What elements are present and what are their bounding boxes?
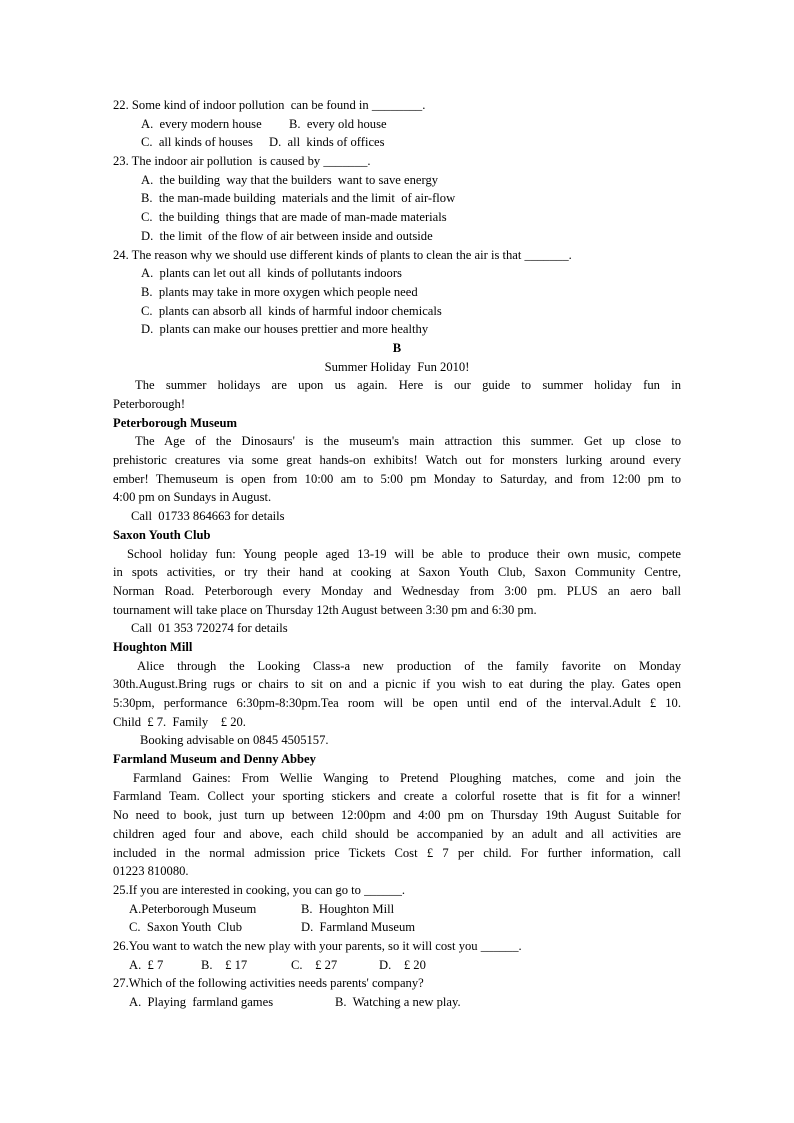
q25-option-d: D. Farmland Museum xyxy=(301,920,416,935)
q23-stem: 23. The indoor air pollution is caused by _______. xyxy=(113,154,371,169)
q22-option-a: A. every modern house xyxy=(141,116,262,131)
farmland-heading: Farmland Museum and Denny Abbey xyxy=(113,752,316,767)
q25-stem: 25.If you are interested in cooking, you can go to ______. xyxy=(113,882,406,897)
q27-option-b: B. Watching a new play. xyxy=(335,995,461,1009)
farmland-line-6: 01223 810080. xyxy=(113,864,189,879)
q27-options-row xyxy=(113,993,681,1012)
farmland-line-4: children aged four and above, each child should be accompanied by an adult and all activities are xyxy=(113,826,681,841)
peterborough-call: Call 01733 864663 for details xyxy=(131,509,285,524)
q22-options-row1 xyxy=(113,115,681,134)
saxon-line-2: in spots activities, or try their hand at cooking at Saxon Youth Club, Saxon Community Centre, xyxy=(113,565,681,580)
saxon-line-4: tournament will take place on Thursday 12th August between 3:30 pm and 6:30 pm. xyxy=(113,602,537,617)
farmland-line-2: Farmland Team. Collect your sporting stickers and create a colorful rosette that is fit for a winner! xyxy=(113,789,681,804)
houghton-line-2: 30th.August.Bring rugs or chairs to sit on and a picnic if you wish to eat during the play. Gates open xyxy=(113,677,681,692)
peterborough-line-2: prehistoric creatures via some great hands-on exhibits! Watch out for monsters lurking around every xyxy=(113,453,681,468)
farmland-line-3: No need to book, just turn up between 12:00pm and 4:00 pm on Thursday 19th August Suitable for xyxy=(113,808,681,823)
peterborough-line-4: 4:00 pm on Sundays in August. xyxy=(113,490,272,505)
houghton-line-3: 5:30pm, performance 6:30pm-8:30pm.Tea room will be open until end of the interval.Adult £ 10. xyxy=(113,696,681,710)
houghton-booking: Booking advisable on 0845 4505157. xyxy=(140,733,329,748)
q24-option-d: D. plants can make our houses prettier and more healthy xyxy=(141,322,429,337)
q25-options-row2 xyxy=(113,918,681,937)
q27-stem: 27.Which of the following activities needs parents' company? xyxy=(113,976,424,991)
q26-option-d: D. £ 20 xyxy=(379,957,426,972)
q22-stem: 22. Some kind of indoor pollution can be found in ________. xyxy=(113,98,426,112)
q22-options-row2 xyxy=(113,133,681,152)
peterborough-line-1: The Age of the Dinosaurs' is the museum's main attraction this summer. Get up close to xyxy=(135,434,681,449)
saxon-line-1: School holiday fun: Young people aged 13-19 will be able to produce their own music, compete xyxy=(127,546,681,561)
q25-option-a: A.Peterborough Museum xyxy=(129,901,257,916)
q25-option-c: C. Saxon Youth Club xyxy=(129,920,243,935)
houghton-heading: Houghton Mill xyxy=(113,639,193,654)
q26-options-row xyxy=(113,956,681,975)
intro-line-2: Peterborough! xyxy=(113,397,186,411)
q22-option-b: B. every old house xyxy=(289,116,387,131)
q24-option-b: B. plants may take in more oxygen which people need xyxy=(141,284,418,299)
q25-option-b: B. Houghton Mill xyxy=(301,901,395,916)
q27-option-a: A. Playing farmland games xyxy=(129,995,274,1009)
document-page xyxy=(113,96,681,1012)
q24-option-c: C. plants can absorb all kinds of harmful indoor chemicals xyxy=(141,303,442,318)
q22-option-d: D. all kinds of offices xyxy=(269,135,385,150)
q23-option-c: C. the building things that are made of man-made materials xyxy=(141,210,447,225)
peterborough-heading: Peterborough Museum xyxy=(113,415,237,430)
houghton-line-1: Alice through the Looking Class-a new production of the family favorite on Monday xyxy=(137,658,681,673)
q26-option-a: A. £ 7 xyxy=(129,957,164,972)
q22-option-c: C. all kinds of houses xyxy=(141,135,253,150)
q24-option-a: A. plants can let out all kinds of pollutants indoors xyxy=(141,266,402,281)
q25-options-row1 xyxy=(113,900,681,919)
saxon-heading: Saxon Youth Club xyxy=(113,527,211,542)
saxon-call: Call 01 353 720274 for details xyxy=(131,621,288,636)
q26-option-c: C. £ 27 xyxy=(291,957,338,972)
farmland-line-5: included in the normal admission price Tickets Cost £ 7 per child. For further information, call xyxy=(113,845,681,860)
q24-stem: 24. The reason why we should use different kinds of plants to clean the air is that _______. xyxy=(113,247,572,262)
q26-option-b: B. £ 17 xyxy=(201,957,248,972)
peterborough-line-3: ember! Themuseum is open from 10:00 am to 5:00 pm Monday to Saturday, and from 12:00 pm to xyxy=(113,471,681,486)
houghton-line-4: Child £ 7. Family £ 20. xyxy=(113,714,246,729)
q23-option-b: B. the man-made building materials and the limit of air-flow xyxy=(141,191,456,206)
q23-option-a: A. the building way that the builders want to save energy xyxy=(141,172,439,187)
intro-line-1: The summer holidays are upon us again. Here is our guide to summer holiday fun in xyxy=(135,378,681,393)
q23-option-d: D. the limit of the flow of air between inside and outside xyxy=(141,228,433,243)
section-title: Summer Holiday Fun 2010! xyxy=(324,359,470,374)
q26-stem: 26.You want to watch the new play with your parents, so it will cost you ______. xyxy=(113,938,522,953)
section-letter: B xyxy=(392,340,402,355)
farmland-line-1: Farmland Gaines: From Wellie Wanging to Pretend Ploughing matches, come and join the xyxy=(133,770,681,785)
saxon-line-3: Norman Road. Peterborough every Monday and Wednesday from 3:00 pm. PLUS an aero ball xyxy=(113,583,681,598)
